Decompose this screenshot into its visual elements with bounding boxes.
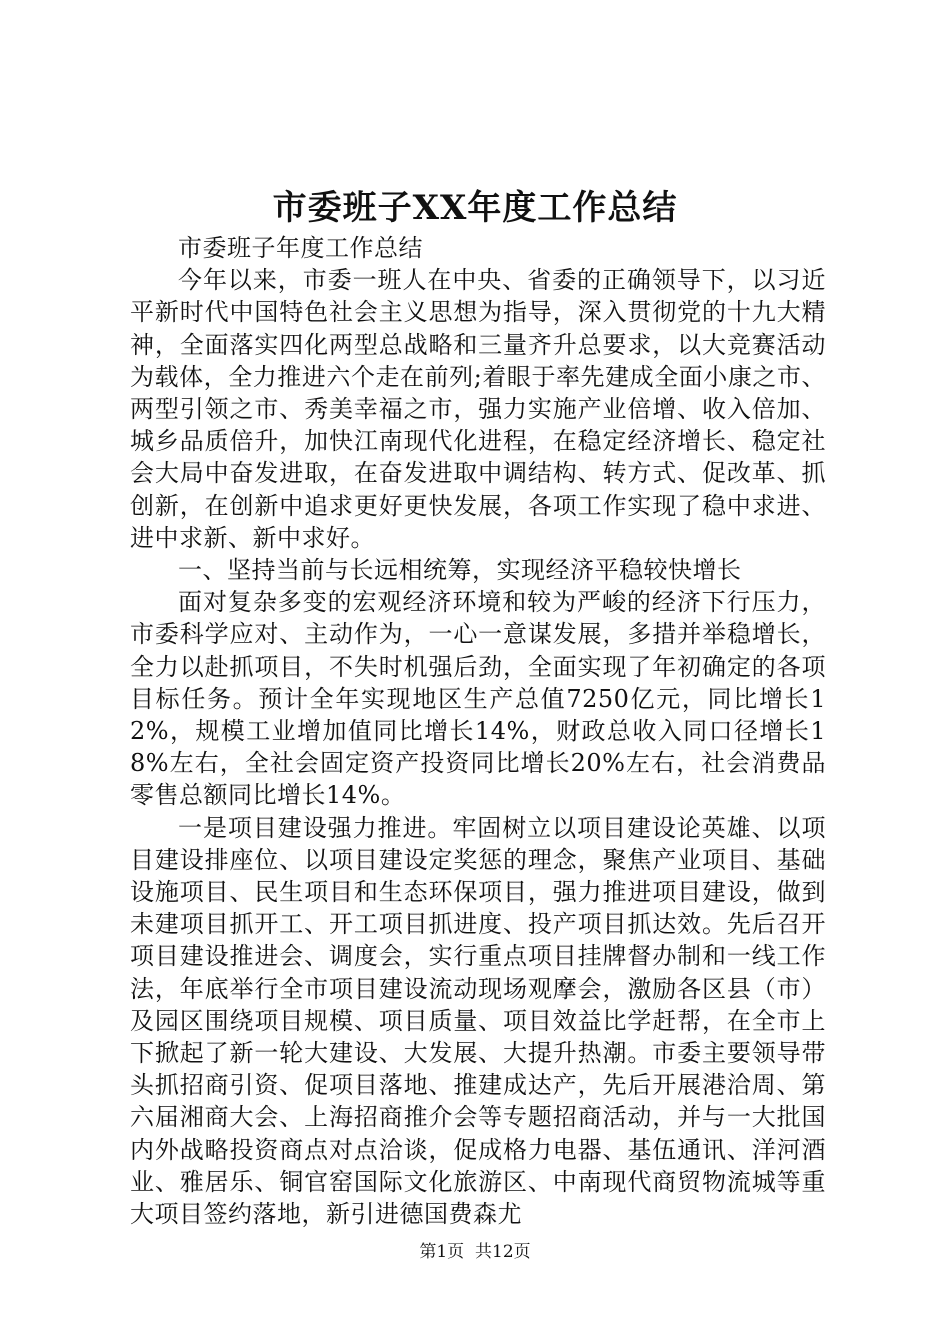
paragraph-projects: 一是项目建设强力推进。牢固树立以项目建设论英雄、以项目建设排座位、以项目建设定奖惩的理念，聚焦产业项目、基础设施项目、民生项目和生态环保项目，强力推进项目建设，做到未建项目抓开工、开工项目抓进度、投产项目抓达效。先后召开项目建设推进会、调度会，实行重点项目挂牌督办制和一线工作法，年底举行全市项目建设流动现场观摩会，激励各区县（市）及园区围绕项目规模、项目质量、项目效益比学赶帮，在全市上下掀起了新一轮大建设、大发展、大提升热潮。市委主要领导带头抓招商引资、促项目落地、推建成达产，先后开展港洽周、第六届湘商大会、上海招商推介会等专题招商活动，并与一大批国内外战略投资商点对点洽谈，促成格力电器、基伍通讯、洋河酒业、雅居乐、铜官窑国际文化旅游区、中南现代商贸物流城等重大项目签约落地，新引进德国费森尤 [130, 813, 826, 1229]
page-total: 共12页 [475, 1242, 531, 1262]
page-number: 第1页 [419, 1242, 465, 1262]
paragraph-economy: 面对复杂多变的宏观经济环境和较为严峻的经济下行压力，市委科学应对、主动作为，一心一意谋发展，多措并举稳增长，全力以赴抓项目，不失时机强后劲，全面实现了年初确定的各项目标任务。预计全年实现地区生产总值7250亿元，同比增长12%，规模工业增加值同比增长14%，财政总收入同口径增长18%左右，全社会固定资产投资同比增长20%左右，社会消费品零售总额同比增长14%。 [130, 588, 826, 810]
document-title: 市委班子XX年度工作总结 [272, 188, 678, 228]
page-footer [0, 1240, 950, 1264]
paragraph-subtitle: 市委班子年度工作总结 [178, 234, 423, 262]
document-body [130, 232, 826, 1230]
section-heading-1: 一、坚持当前与长远相统筹，实现经济平稳较快增长 [178, 556, 742, 585]
paragraph-intro: 今年以来，市委一班人在中央、省委的正确领导下，以习近平新时代中国特色社会主义思想为指导，深入贯彻党的十九大精神，全面落实四化两型总战略和三量齐升总要求，以大竞赛活动为载体，全力推进六个走在前列;着眼于率先建成全面小康之市、两型引领之市、秀美幸福之市，强力实施产业倍增、收入倍加、城乡品质倍升，加快江南现代化进程，在稳定经济增长、稳定社会大局中奋发进取，在奋发进取中调结构、转方式、促改革、抓创新，在创新中追求更好更快发展，各项工作实现了稳中求进、进中求新、新中求好。 [130, 266, 826, 552]
